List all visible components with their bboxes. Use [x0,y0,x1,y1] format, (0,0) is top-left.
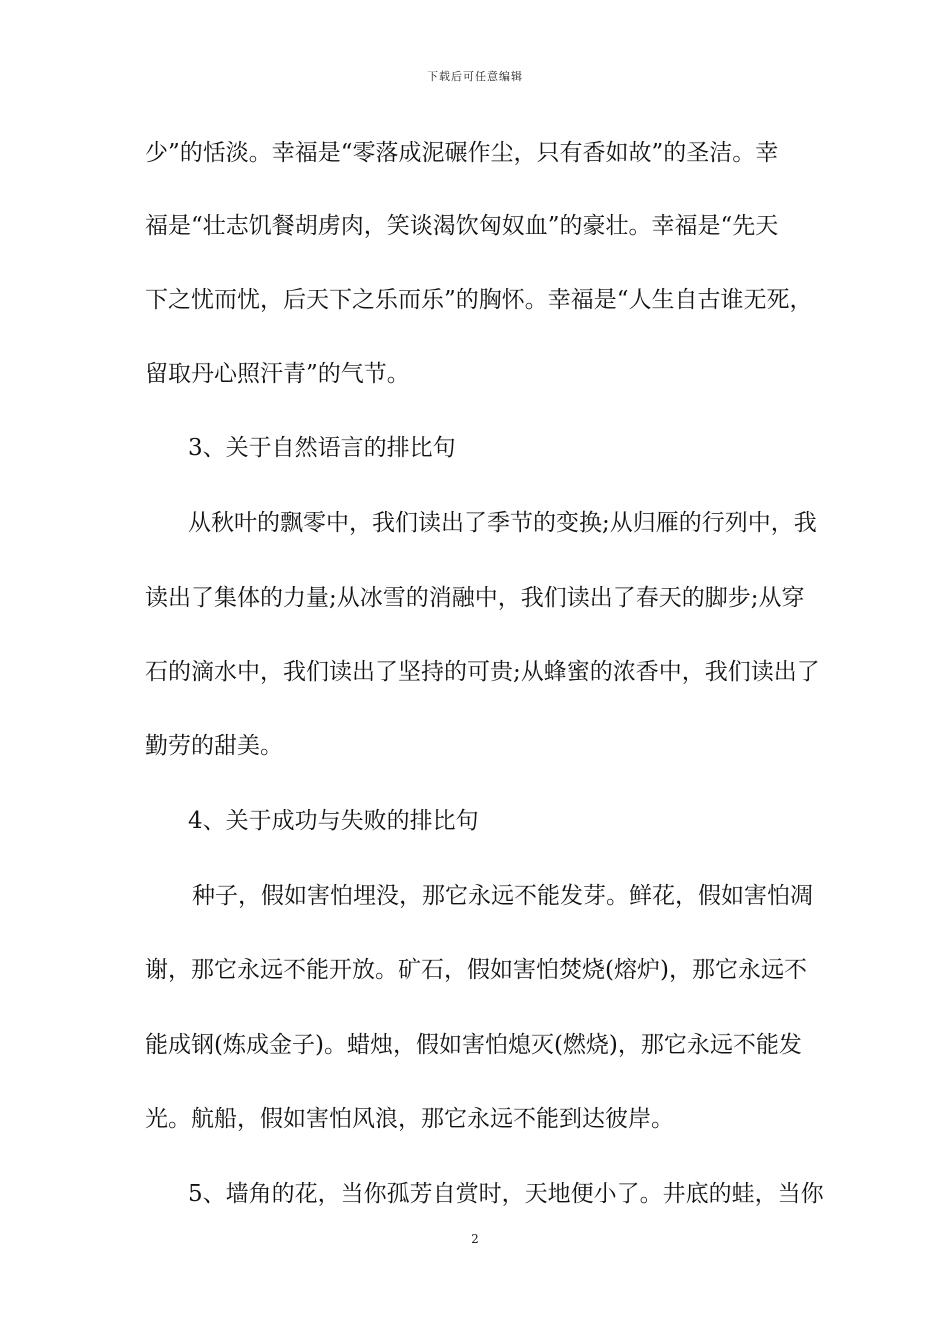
paragraph-line: 光。航船，假如害怕风浪，那它永远不能到达彼岸。 [145,1106,674,1132]
paragraph-line: 从秋叶的飘零中，我们读出了季节的变换;从归雁的行列中，我 [188,510,817,536]
paragraph-line: 能成钢(炼成金子)。蜡烛，假如害怕熄灭(燃烧)，那它永远不能发 [145,1032,802,1058]
page-header: 下载后可任意编辑 [427,70,523,83]
paragraph-line: 留取丹心照汗青”的气节。 [145,361,410,387]
section-heading: 4、关于成功与失败的排比句 [188,808,479,834]
paragraph-line: 5、墙角的花，当你孤芳自赏时，天地便小了。井底的蛙，当你 [188,1181,824,1207]
paragraph-line: 福是“壮志饥餐胡虏肉，笑谈渴饮匈奴血”的豪壮。幸福是“先天 [145,213,779,239]
paragraph-line: 石的滴水中，我们读出了坚持的可贵;从蜂蜜的浓香中，我们读出了 [145,659,820,685]
paragraph-line: 下之忧而忧，后天下之乐而乐”的胸怀。幸福是“人生自古谁无死， [145,287,813,313]
paragraph-line: 谢，那它永远不能开放。矿石，假如害怕焚烧(熔炉)，那它永远不 [145,957,807,983]
section-heading: 3、关于自然语言的排比句 [188,435,456,461]
paragraph-line: 勤劳的甜美。 [145,733,283,759]
paragraph-line: 读出了集体的力量;从冰雪的消融中，我们读出了春天的脚步;从穿 [145,585,805,611]
paragraph-line: 少”的恬淡。幸福是“零落成泥碾作尘，只有香如故”的圣洁。幸 [145,140,779,166]
page-number: 2 [471,1232,479,1246]
paragraph-line: 种子，假如害怕埋没，那它永远不能发芽。鲜花，假如害怕凋 [192,883,813,909]
